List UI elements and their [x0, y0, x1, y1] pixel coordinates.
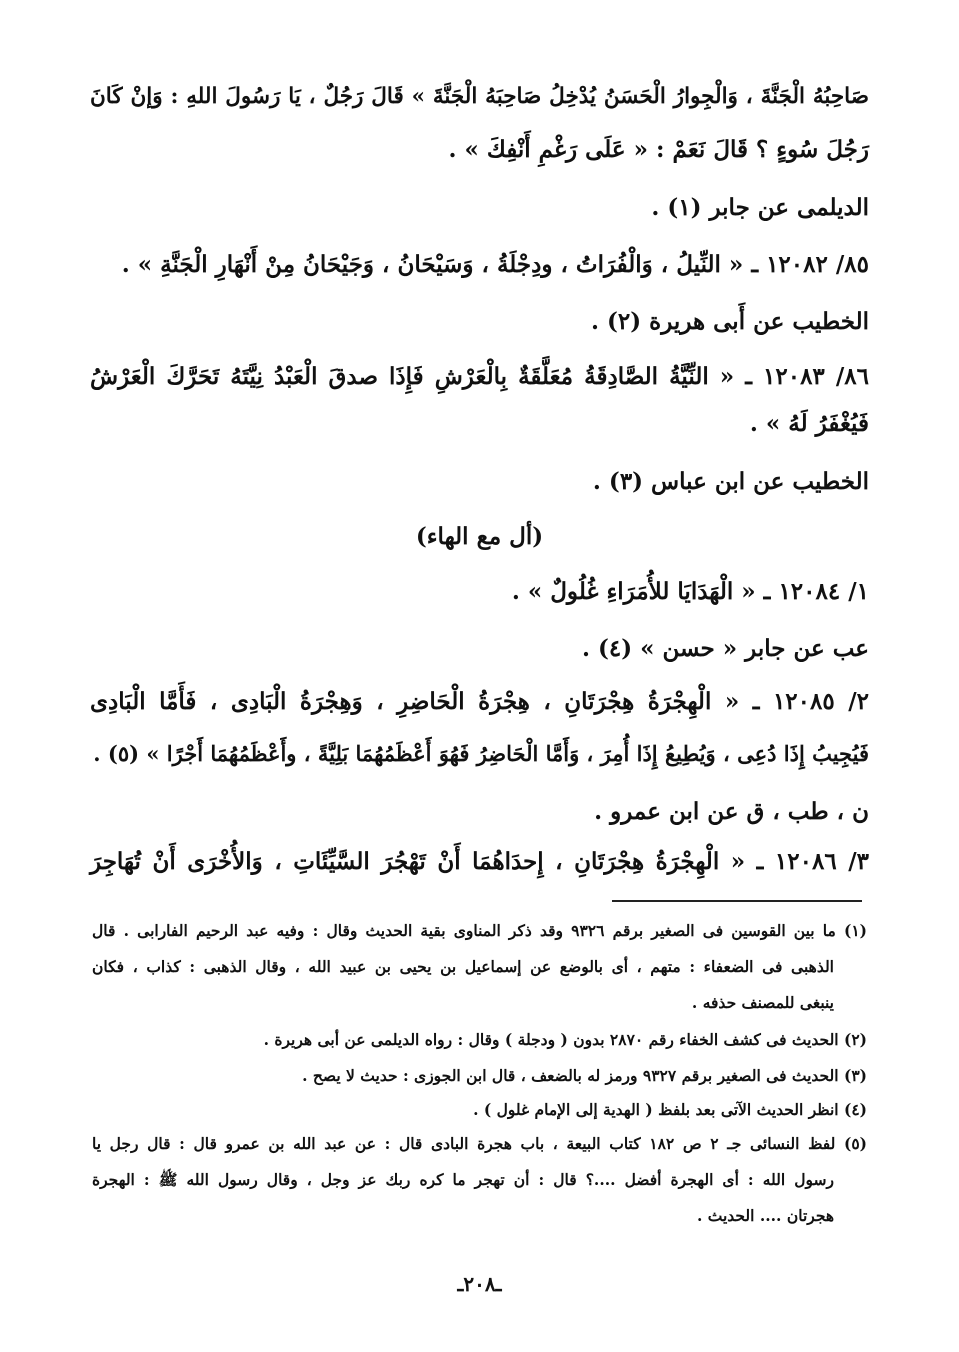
hadith-source-line: ن ، طب ، ق عن ابن عمرو .: [594, 798, 869, 825]
footnote-line: (٤) انظر الحديث الآتى بعد بلفظ ( الهدية إلى الإمام غلول ) .: [473, 1100, 867, 1119]
hadith-text-line: ٨٥/ ١٢٠٨٢ ـ « النِّيلُ ، وَالْفُرَاتُ ، ودِجْلَةُ ، وَسَيْحَانُ ، وَجَيْحَانُ مِنْ أَنْهَارِ الْجَنَّةِ » .: [121, 251, 869, 278]
hadith-text-line: ١/ ١٢٠٨٤ ـ « الْهَدَايَا للأُمَرَاءِ غُلُولٌ » .: [511, 578, 869, 605]
footnote-line: (٣) الحديث فى الصغير برقم ٩٣٢٧ ورمز له بالضعف ، قال ابن الجوزى : حديث لا يصح .: [302, 1066, 867, 1085]
hadith-text-line: ٢/ ١٢٠٨٥ ـ « الْهِجْرَةُ هِجْرَتَانِ ، هِجْرَةُ الْحَاضِرِ ، وَهِجْرَةُ الْبَادِى ، فَأَمَّا الْبَادِى: [90, 688, 869, 715]
footnote-line: (١) ما بين القوسين فى الصغير برقم ٩٣٢٦ وقد ذكر المناوى بقية الحديث وقال : وفيه عبد الرحيم الفارابى . قال: [92, 921, 867, 940]
hadith-text-line: رَجُلَ سُوءٍ ؟ قَالَ نَعَمْ : « عَلَى رَغْمِ أَنْفِكَ » .: [448, 136, 869, 163]
footnote-line: (٢) الحديث فى كشف الخفاء رقم ٢٨٧٠ بدون ( ودجلة ) وقال : رواه الديلمى عن أبى هريرة .: [263, 1030, 867, 1049]
hadith-source-line: الخطيب عن ابن عباس (٣) .: [592, 468, 869, 495]
hadith-source-line: عب عن جابر « حسن » (٤) .: [581, 635, 869, 662]
footnote-line: الذهبى فى الضعفاء : متهم ، أى بالوضع عن إسماعيل بن يحيى بن عبيد الله ، وقال الذهبى : كذاب ، فكان: [92, 957, 834, 976]
hadith-text-line: فَيُغْفَرُ لَهُ » .: [749, 410, 869, 437]
hadith-text-line: ٣/ ١٢٠٨٦ ـ « الْهِجْرَةُ هِجْرَتَانِ ، إِحدَاهُمَا أَنْ تَهْجُرَ السَّيِّئَاتِ ، وَالأُخْرَى أَنْ تُهَاجِرَ: [90, 848, 869, 875]
footnote-separator: [612, 900, 862, 902]
section-heading: (أل مع الهاء): [415, 523, 544, 550]
footnote-line: رسول الله : أى الهجرة أفضل ....؟ قال : أن تهجر ما كره ربك عز وجل ، وقال رسول الله ﷺ : الهجرة: [92, 1170, 834, 1189]
hadith-text-line: فَيُجِيبُ إِذَا دُعِى ، وَيُطِيعُ إِذَا أُمِرَ ، وَأَمَّا الْحَاضِرُ فَهُوَ أَعْظَمُهُمَا بَلِيَّةً ، وأَعْظَمُهُمَا أَجْرًا » (٥) .: [93, 741, 869, 766]
hadith-source-line: الخطيب عن أَبى هريرة (٢) .: [591, 308, 869, 335]
page-number: ـ٢٠٨ـ: [457, 1272, 502, 1296]
hadith-text-line: صَاحِبُهُ الْجَنَّةَ ، وَالْجِوارُ الْحَسَنُ يُدْخِلُ صَاحِبَهُ الْجَنَّةَ » قَالَ رَجُلٌ ، يَا رَسُولَ اللهِ : وَإنْ كَانَ: [90, 84, 869, 109]
hadith-text-line: ٨٦/ ١٢٠٨٣ ـ « النِّيَّةُ الصَّادِقَةُ مُعَلَّقَةٌ بِالْعَرْشِ فَإِذَا صدقَ الْعَبْدُ نِيَّتَهُ تَحَرَّكَ الْعَرْشُ: [90, 363, 869, 390]
hadith-source-line: الديلمى عن جابر (١) .: [651, 194, 869, 221]
footnote-line: هجرتان .... الحديث .: [696, 1206, 834, 1225]
footnote-line: (٥) لفظ النسائى جـ ٢ ص ١٨٢ كتاب البيعة ، باب هجرة البادى قال : عن عبد الله بن عمرو قال : قال رجل يا: [92, 1134, 867, 1153]
footnote-line: ينبغى للمصنف حذفه .: [691, 993, 834, 1012]
